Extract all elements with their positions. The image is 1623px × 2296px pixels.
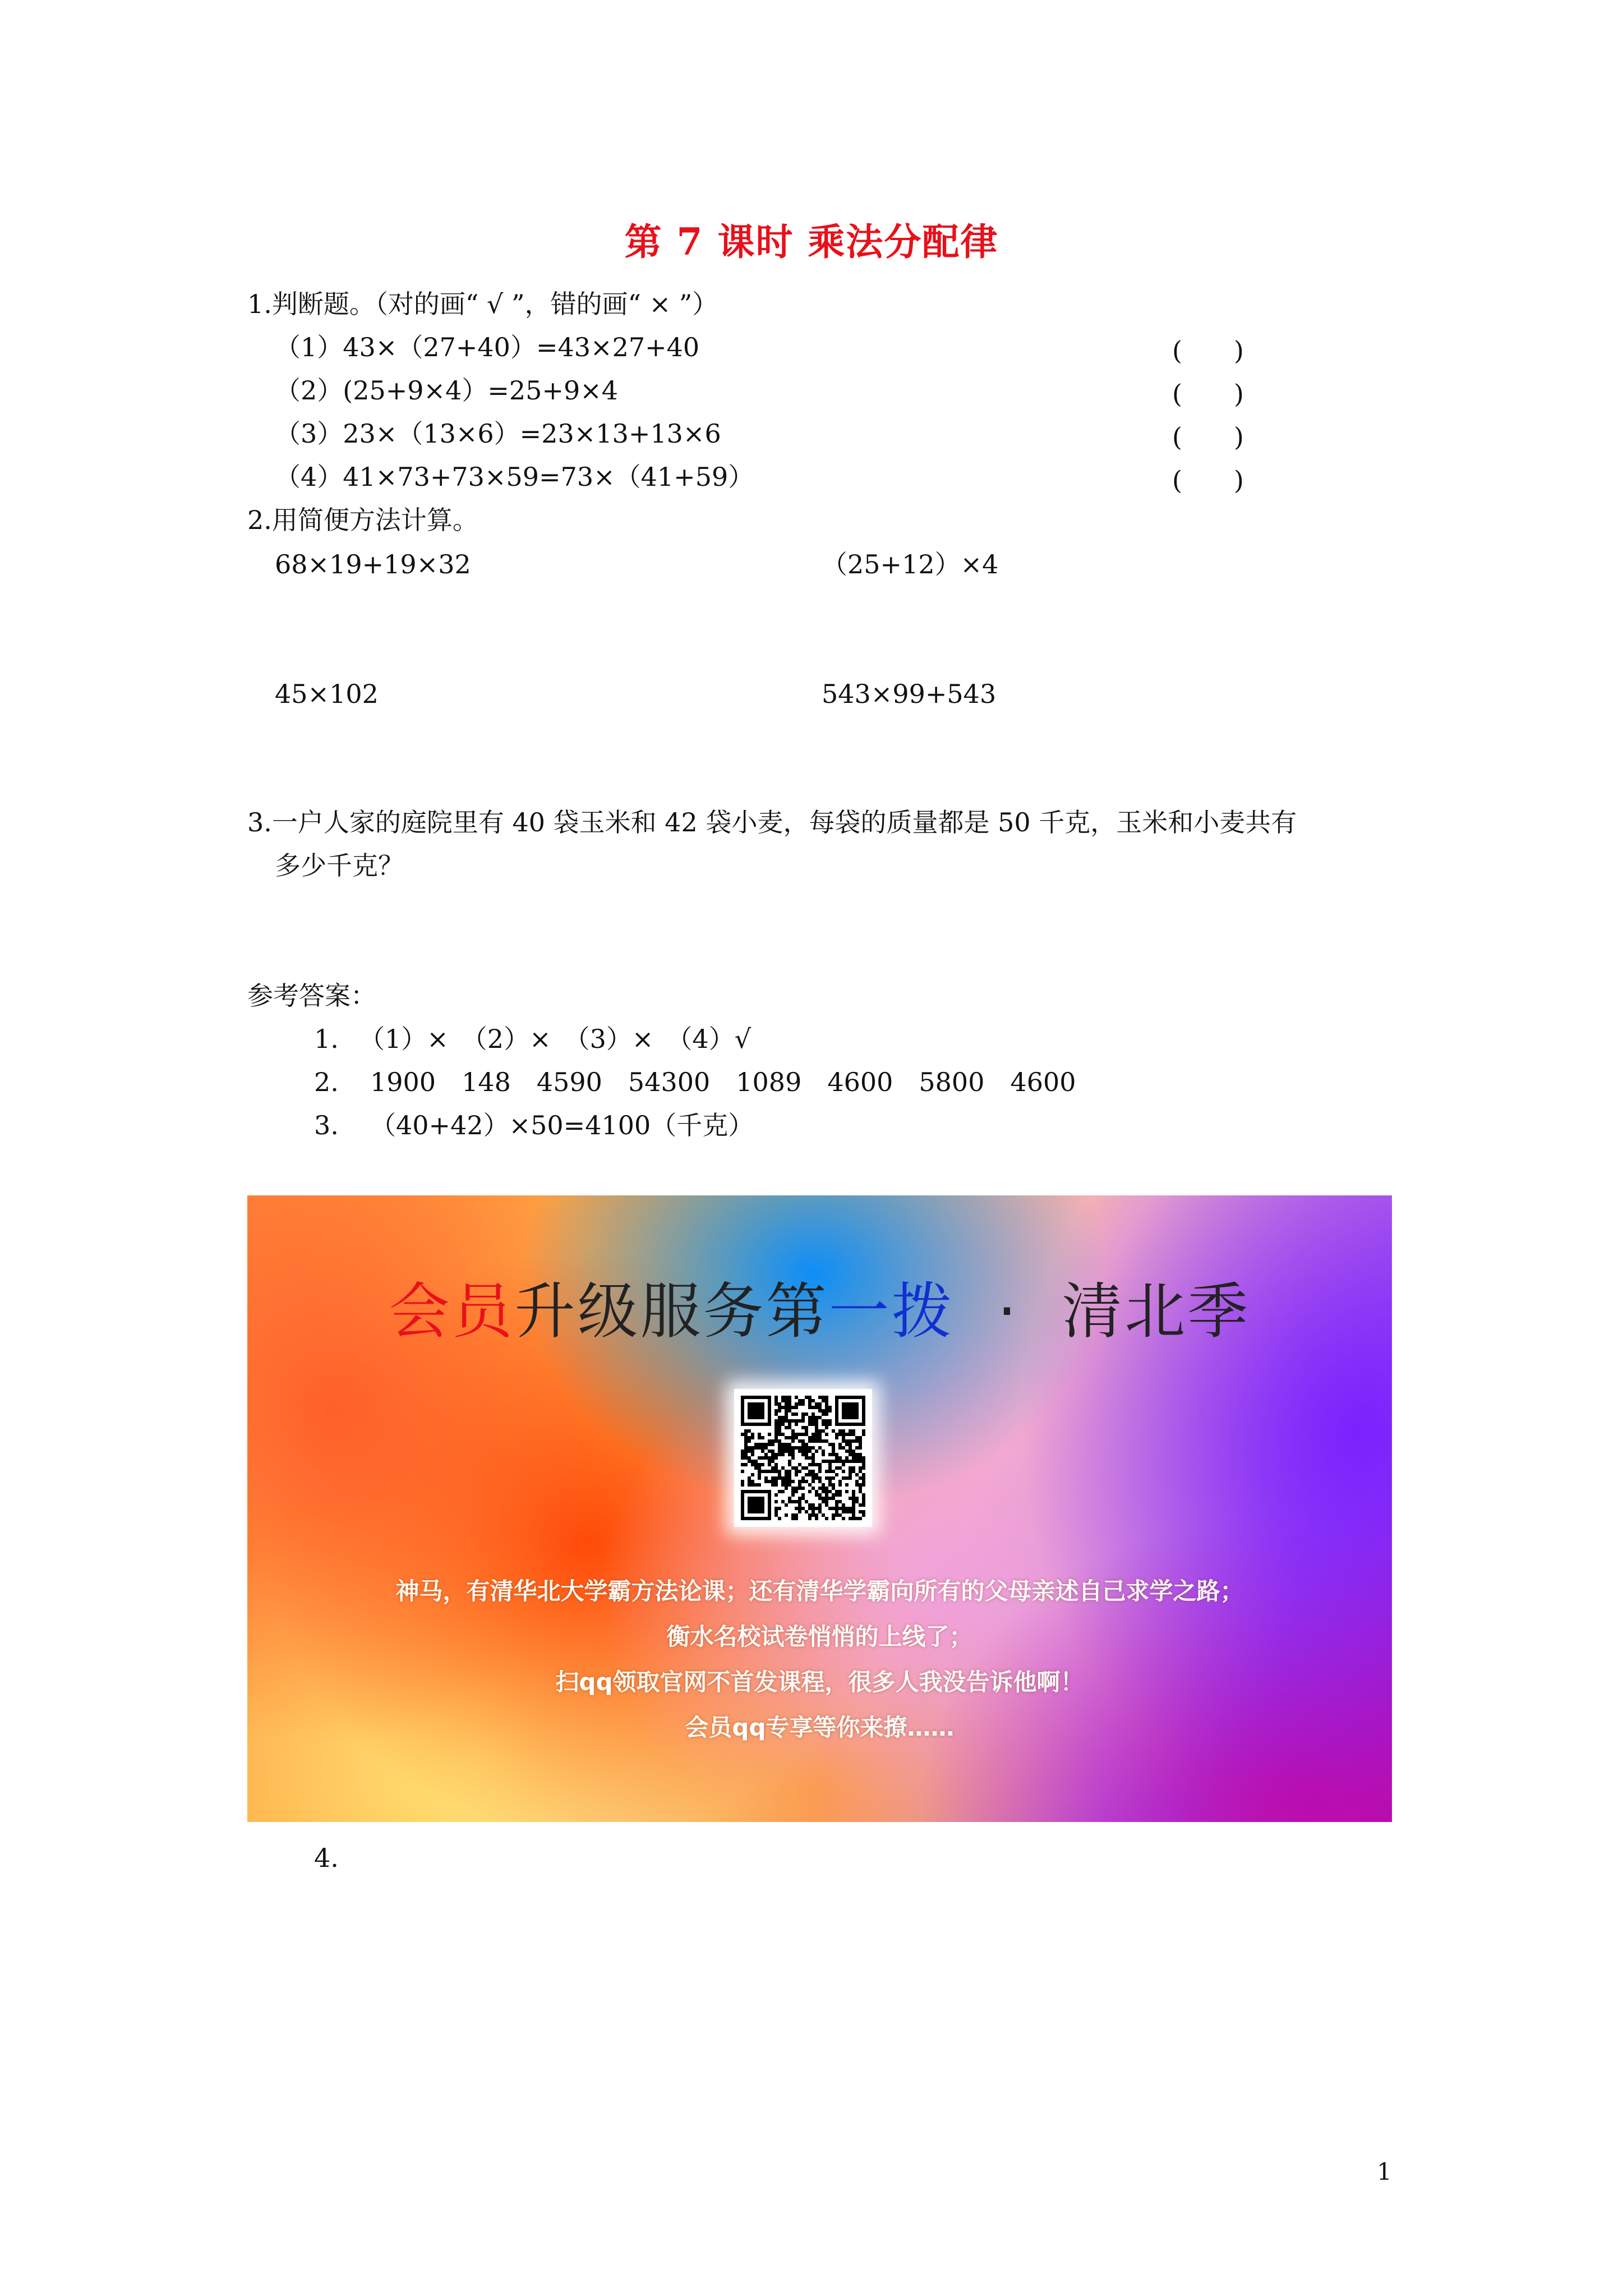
banner-line-2: 衡水名校试卷悄悄的上线了； [666,1623,973,1650]
answer-4-number: 4. [314,1843,339,1873]
promo-banner[interactable] [247,1195,1392,1822]
answer-2: 1900 148 4590 54300 1089 4600 5800 4600 [370,1067,1076,1097]
question-1-item-2: （2）(25+9×4）=25+9×4 [275,375,619,406]
answer-3: （40+42）×50=4100（千克） [370,1110,754,1140]
question-1-item-3: （3）23×（13×6）=23×13+13×6 [275,418,721,449]
question-3-line-2: 多少千克？ [275,850,404,881]
answer-blank-3[interactable]: ( ) [1172,422,1244,452]
question-2-item-1: 68×19+19×32 [275,549,471,579]
answer-2-number: 2. [314,1067,339,1097]
banner-line-4: 会员qq专享等你来撩…… [685,1714,955,1741]
answer-1: （1）× （2）× （3）× （4）√ [359,1024,751,1054]
question-1-item-4: （4）41×73+73×59=73×（41+59） [275,462,754,492]
question-2-item-4: 543×99+543 [822,679,997,709]
question-2-item-2: （25+12）×4 [822,549,999,579]
banner-title-blue: 一拨 [828,1277,955,1347]
banner-line-1: 神马，有清华北大学霸方法论课；还有清华学霸向所有的父母亲述自己求学之路； [395,1577,1244,1605]
page-number: 1 [1377,2158,1392,2185]
question-1-item-1: （1）43×（27+40）=43×27+40 [275,332,700,362]
answer-1-number: 1. [314,1024,339,1054]
page-title: 第 7 课时 乘法分配律 [624,220,999,264]
banner-title-dark-2: 清北季 [1062,1277,1251,1347]
answer-blank-1[interactable]: ( ) [1172,335,1244,366]
answers-heading: 参考答案： [247,981,376,1011]
question-3-line-1: 3.一户人家的庭院里有 40 袋玉米和 42 袋小麦，每袋的质量都是 50 千克，玉米和小麦共有 [247,807,1297,838]
answer-3-number: 3. [314,1110,339,1140]
banner-title-red: 会员 [389,1277,515,1347]
question-2-heading: 2.用简便方法计算。 [247,505,478,535]
banner-line-3: 扫qq领取官网不首发课程，很多人我没告诉他啊！ [555,1668,1084,1696]
qr-code-icon[interactable] [734,1389,872,1527]
question-1-heading: 1.判断题。（对的画“ √ ”，错的画“ × ”） [247,289,718,319]
banner-title-dark-1: 升级服务第 [514,1277,829,1347]
answer-blank-2[interactable]: ( ) [1172,379,1244,409]
banner-title-separator: · [954,1277,1062,1347]
answer-blank-4[interactable]: ( ) [1172,465,1244,495]
banner-title [247,1263,1392,1350]
question-2-item-3: 45×102 [275,679,379,709]
